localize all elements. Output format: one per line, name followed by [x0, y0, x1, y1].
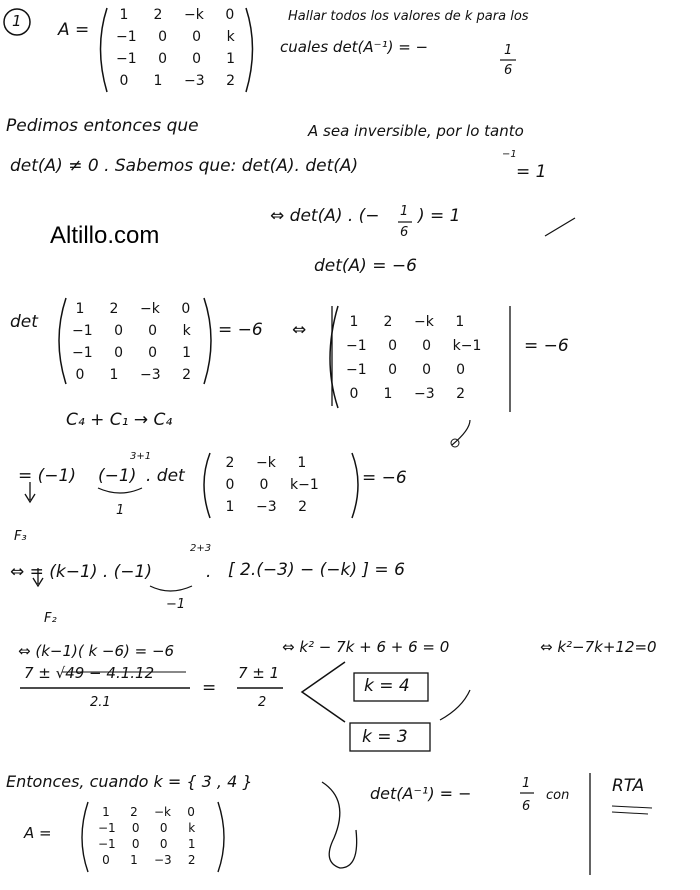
conclusion-a: Entonces, cuando k = { 3 , 4 }	[6, 772, 253, 791]
matrix-a-row: −1 0 0 1	[116, 51, 236, 67]
matrix-a-label: A =	[58, 20, 90, 40]
matrix-row: 0 1 −3 2	[75, 367, 192, 383]
step6-c: [ 2.(−3) − (−k) ] = 6	[228, 560, 405, 580]
matrix-row: 2 −k 1	[225, 455, 307, 471]
line-pedimos: Pedimos entonces que	[6, 116, 199, 136]
quad-denominator: 2.1	[90, 695, 111, 710]
prompt-frac-den: 6	[504, 63, 513, 78]
matrix-row: 1 2 −k 1	[349, 314, 465, 330]
step6-b: .	[206, 562, 212, 582]
matrix-a-row: 1 2 −k 0	[119, 7, 235, 23]
prompt-line-2: cuales det(A⁻¹) = −	[280, 38, 429, 56]
f2-label: F₂	[44, 611, 57, 626]
line-inversible: A sea inversible, por lo tanto	[308, 122, 524, 140]
line-det-end: = 1	[516, 162, 547, 182]
matrix-d	[98, 804, 200, 868]
check-mark	[545, 218, 575, 236]
prompt-line-1: Hallar todos los valores de k para los	[288, 9, 529, 24]
prompt-frac-num: 1	[504, 43, 513, 58]
matrix-row: −1 0 0 1	[98, 837, 196, 851]
step5-a: = (−1)	[18, 466, 76, 486]
matrix-d-label: A =	[24, 824, 52, 842]
solution-k4: k = 4	[364, 676, 410, 696]
matrix-a	[116, 4, 239, 92]
matrix-row: −1 0 0 k	[72, 323, 191, 339]
concl-frac-num: 1	[522, 776, 531, 791]
matrix-a-right-paren	[246, 8, 253, 92]
f3-label: F₃	[14, 529, 27, 544]
step7-b: ⇔ k² − 7k + 6 + 6 = 0	[282, 638, 450, 656]
eq-m6: = −6	[218, 320, 263, 340]
step5-b: (−1)	[98, 466, 137, 486]
quad-numerator: 7 ± √49 − 4.1.12	[24, 664, 155, 682]
step7-c: ⇔ k²−7k+12=0	[540, 638, 657, 656]
matrix-row: 1 −3 2	[225, 499, 308, 515]
line-det-m6: det(A) = −6	[314, 256, 417, 276]
matrix-row: 0 0 k−1	[225, 477, 319, 493]
matrix-row: 0 1 −3 2	[102, 853, 196, 867]
matrix-a-row: −1 0 0 k	[116, 29, 235, 45]
step5-sup: 3+1	[130, 451, 152, 462]
quad-equals: =	[202, 678, 217, 698]
matrix-row: −1 0 0 0	[346, 362, 466, 378]
step6-a: ⇔ = (k−1) . (−1)	[10, 562, 153, 582]
matrix-row: 1 2 −k 0	[75, 301, 191, 317]
step5-eq: = −6	[362, 468, 407, 488]
line-eq-1: ) = 1	[418, 206, 461, 226]
matrix-row: −1 0 0 1	[72, 345, 192, 361]
matrix-a-row: 0 1 −3 2	[119, 73, 236, 89]
matrix-b	[72, 298, 195, 386]
l3-frac-num: 1	[400, 204, 409, 219]
line-iff-det: ⇔ det(A) . (−	[270, 206, 380, 226]
matrix-a-left-paren	[101, 8, 108, 92]
step6-sup: 2+3	[190, 543, 212, 554]
step7-a: ⇔ (k−1)( k −6) = −6	[18, 642, 175, 660]
matrix-row: 0 1 −3 2	[349, 386, 466, 402]
step6-under: −1	[166, 597, 186, 612]
quad2-numerator: 7 ± 1	[238, 664, 280, 682]
matrix-c	[222, 452, 319, 518]
step5-c: . det	[146, 466, 185, 486]
iff-symbol: ⇔	[292, 320, 307, 340]
matrix-row: −1 0 0 k	[98, 821, 196, 835]
l3-frac-den: 6	[400, 225, 409, 240]
conclusion-b: det(A⁻¹) = −	[370, 784, 472, 803]
step5-under: 1	[116, 503, 125, 518]
conclusion-con: con	[546, 788, 570, 803]
matrix-row: −1 0 0 k−1	[346, 338, 482, 354]
line-det-sup: −1	[502, 149, 517, 160]
problem-number: 1	[12, 12, 22, 30]
det-label: det	[10, 312, 38, 332]
concl-frac-den: 6	[522, 799, 531, 814]
eq-m6-b: = −6	[524, 336, 569, 356]
column-operation: C₄ + C₁ → C₄	[66, 410, 173, 430]
line-det-product: det(A) ≠ 0 . Sabemos que: det(A). det(A)	[10, 156, 359, 176]
rta-label: RTA	[612, 776, 645, 796]
quad2-denominator: 2	[258, 695, 267, 710]
matrix-b2	[346, 310, 481, 406]
solution-k3: k = 3	[362, 727, 408, 747]
matrix-row: 1 2 −k 0	[102, 805, 195, 819]
watermark: Altillo.com	[50, 222, 160, 249]
